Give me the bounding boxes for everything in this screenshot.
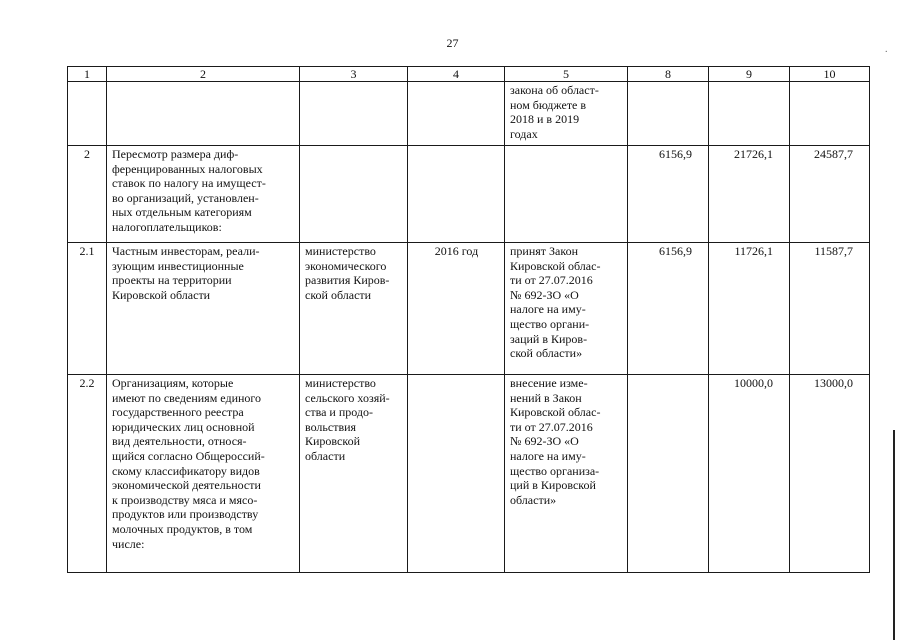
header-col-2: 2 [107,67,300,82]
value-col-10: 11587,7 [790,243,870,375]
result-note: принят Закон Кировской облас- ти от 27.07.2016 № 692-ЗО «О налоге на иму- щество органи- заций в Киров- ской области» [505,243,628,375]
value-col-8: 6156,9 [628,146,709,243]
table-row [68,375,870,573]
value-col-10: 24587,7 [790,146,870,243]
result-note: закона об област- ном бюджете в 2018 и в 2019 годах [505,82,628,146]
header-col-5: 5 [505,67,628,82]
header-col-4: 4 [408,67,505,82]
table-row [68,82,870,146]
row-number: 2.1 [68,243,107,375]
result-note: внесение изме- нений в Закон Кировской облас- ти от 27.07.2016 № 692-ЗО «О налоге на иму- щество организа- ций в Кировской области» [505,375,628,573]
measures-table [67,66,870,573]
responsible-body: министерство экономического развития Киров- ской области [300,243,408,375]
period: 2016 год [408,243,505,375]
table-row [68,146,870,243]
responsible-body [300,146,408,243]
value-col-9: 10000,0 [709,375,790,573]
value-col-9: 21726,1 [709,146,790,243]
margin-rule [893,430,895,640]
measure-name: Частным инвесторам, реали- зующим инвестиционные проекты на территории Кировской области [107,243,300,375]
period [408,375,505,573]
header-col-9: 9 [709,67,790,82]
value-col-9: 11726,1 [709,243,790,375]
responsible-body [300,82,408,146]
row-number [68,82,107,146]
header-col-8: 8 [628,67,709,82]
value-col-10 [790,82,870,146]
corner-mark: . [885,44,888,55]
period [408,146,505,243]
value-col-8 [628,375,709,573]
value-col-8: 6156,9 [628,243,709,375]
header-col-3: 3 [300,67,408,82]
result-note [505,146,628,243]
value-col-9 [709,82,790,146]
measure-name: Пересмотр размера диф- ференцированных налоговых ставок по налогу на имущест- во организаций, установлен- ных отдельным категориям налогоплательщиков: [107,146,300,243]
page-number: 27 [446,36,459,50]
period [408,82,505,146]
responsible-body: министерство сельского хозяй- ства и продо- вольствия Кировской области [300,375,408,573]
value-col-8 [628,82,709,146]
value-col-10: 13000,0 [790,375,870,573]
header-col-1: 1 [68,67,107,82]
header-col-10: 10 [790,67,870,82]
row-number: 2.2 [68,375,107,573]
table-row [68,243,870,375]
measure-name: Организациям, которые имеют по сведениям единого государственного реестра юридических лиц основной вид деятельности, относя- щийся согласно Общероссий- скому классификатору видов экономической деятельности к производству мяса и мясо- продуктов или производству молочных продуктов, в том числе: [107,375,300,573]
row-number: 2 [68,146,107,243]
measure-name [107,82,300,146]
header-row [68,67,870,82]
